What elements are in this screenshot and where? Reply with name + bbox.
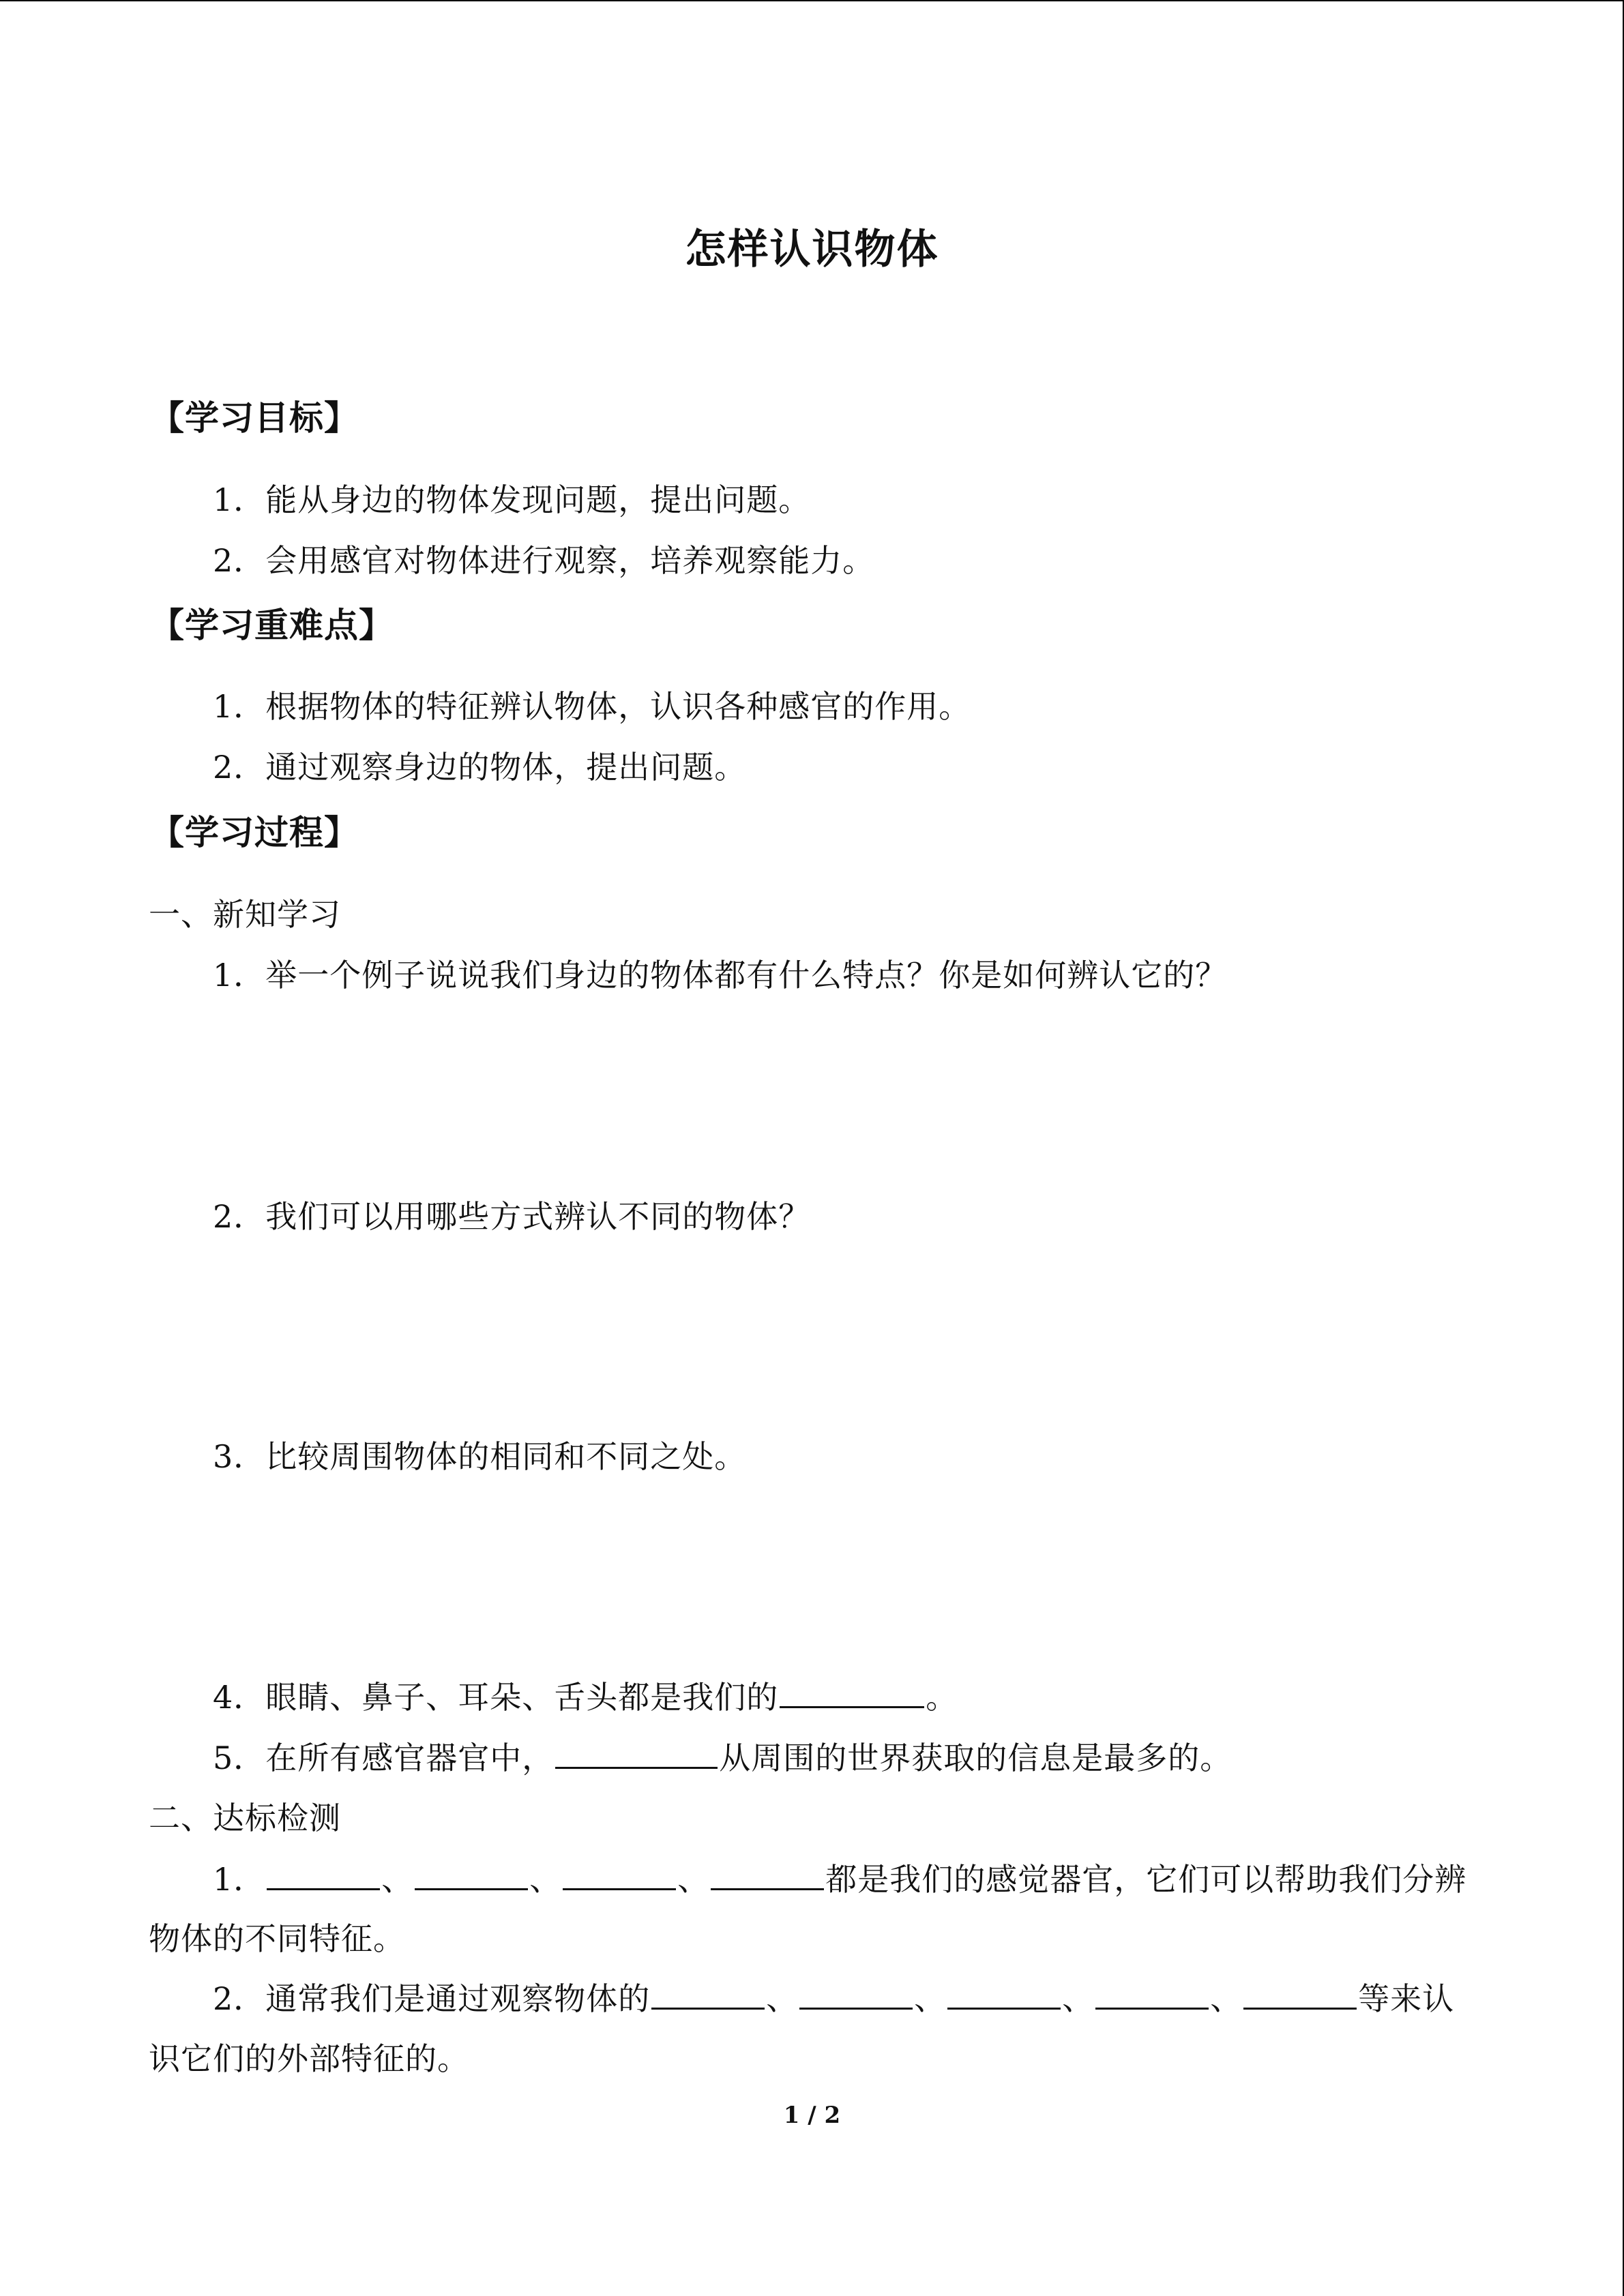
separator: 、 (381, 1861, 414, 1898)
objectives-heading: 【学习目标】 (150, 398, 359, 438)
separator: 、 (1210, 1980, 1243, 2017)
question-1: 1．举一个例子说说我们身边的物体都有什么特点？你是如何辨认它的？ (213, 957, 1228, 994)
question-5-end: 从周围的世界获取的信息是最多的。 (719, 1740, 1232, 1776)
key-point-item-2: 2．通过观察身边的物体，提出问题。 (213, 749, 747, 786)
objective-item-1: 1．能从身边的物体发现问题，提出问题。 (213, 481, 811, 518)
objective-item-2: 2．会用感官对物体进行观察，培养观察能力。 (213, 542, 875, 579)
answer-blank[interactable] (947, 1978, 1061, 2010)
question-3: 3．比较周围物体的相同和不同之处。 (213, 1438, 747, 1475)
separator: 、 (529, 1861, 562, 1898)
assessment-q2-end: 等来认 (1358, 1980, 1455, 2017)
assessment-question-2 (213, 1974, 1454, 2019)
question-2: 2．我们可以用哪些方式辨认不同的物体？ (213, 1198, 811, 1235)
question-4-text: 4．眼睛、鼻子、耳朵、舌头都是我们的 (213, 1679, 779, 1716)
assessment-question-1 (213, 1855, 1466, 1900)
assessment-q1-text: 都是我们的感觉器官，它们可以帮助我们分辨 (825, 1861, 1467, 1898)
separator: 、 (1062, 1980, 1095, 2017)
assessment-question-1-continued: 物体的不同特征。 (149, 1920, 405, 1957)
question-5 (213, 1733, 1232, 1778)
page-title: 怎样认识物体 (685, 226, 939, 273)
answer-blank[interactable] (651, 1978, 765, 2010)
question-4 (213, 1673, 958, 1718)
section-assessment: 二、达标检测 (149, 1800, 341, 1836)
separator: 、 (766, 1980, 799, 2017)
assessment-question-2-continued: 识它们的外部特征的。 (149, 2040, 469, 2077)
answer-blank[interactable] (555, 1737, 718, 1769)
question-5-text: 5．在所有感官器官中， (213, 1740, 555, 1776)
process-heading: 【学习过程】 (150, 812, 359, 852)
key-point-item-1: 1．根据物体的特征辨认物体，认识各种感官的作用。 (213, 688, 971, 725)
page-number: 1 / 2 (783, 2102, 841, 2129)
section-new-knowledge: 一、新知学习 (149, 896, 341, 933)
answer-blank[interactable] (799, 1978, 913, 2010)
answer-blank[interactable] (267, 1858, 380, 1890)
question-4-end: 。 (926, 1679, 958, 1716)
key-points-heading: 【学习重难点】 (150, 605, 394, 645)
answer-blank[interactable] (563, 1858, 676, 1890)
answer-blank[interactable] (415, 1858, 528, 1890)
assessment-q2-text: 2．通常我们是通过观察物体的 (213, 1980, 651, 2017)
answer-blank[interactable] (1095, 1978, 1209, 2010)
answer-blank[interactable] (1243, 1978, 1357, 2010)
separator: 、 (677, 1861, 710, 1898)
answer-blank[interactable] (780, 1676, 924, 1708)
answer-blank[interactable] (711, 1858, 824, 1890)
assessment-q1-number: 1． (213, 1861, 266, 1898)
separator: 、 (914, 1980, 947, 2017)
